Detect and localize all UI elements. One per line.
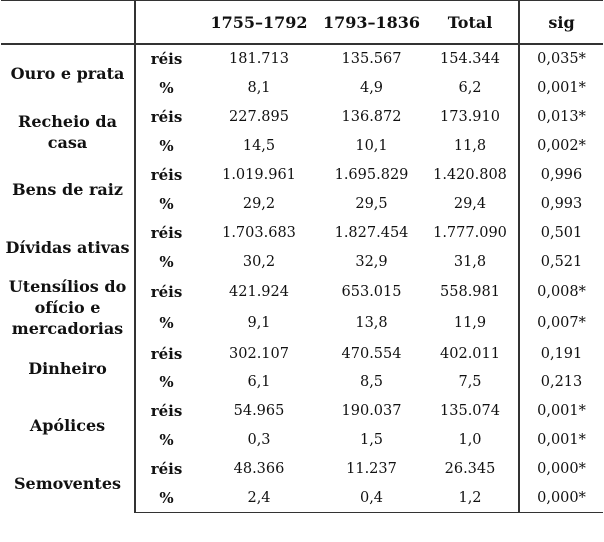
- unit-cell: %: [159, 252, 174, 271]
- row-category-label: Ouro e prata: [1, 44, 135, 103]
- row-category-label: Dinheiro: [1, 339, 135, 397]
- period-2-cell: 11.237: [346, 461, 397, 478]
- period-1-cell: 181.713: [229, 51, 289, 68]
- total-cell: 7,5: [458, 374, 482, 391]
- total-cell: 6,2: [458, 80, 482, 97]
- total-cell: 29,4: [453, 195, 487, 212]
- period-2-cell: 653.015: [341, 283, 402, 300]
- period-1-cell: 1.703.683: [222, 224, 296, 241]
- sig-cell: 0,000*: [519, 455, 603, 484]
- sig-cell: 0,035*: [519, 44, 603, 74]
- period-1-cell: 54.965: [233, 403, 285, 420]
- unit-cell: réis: [150, 108, 183, 127]
- period-1-cell: 48.366: [233, 461, 285, 478]
- unit-cell: %: [159, 79, 174, 98]
- table-row: [1, 455, 603, 484]
- period-1-cell: 6,1: [247, 374, 271, 391]
- unit-cell: réis: [150, 50, 183, 69]
- total-cell: 402.011: [440, 345, 500, 362]
- period-1-cell: 302.107: [229, 345, 289, 362]
- sig-cell: 0,001*: [519, 397, 603, 426]
- sig-cell: 0,996: [519, 161, 603, 190]
- table-body: [1, 44, 603, 513]
- total-cell: 1.420.808: [433, 167, 507, 183]
- unit-cell: réis: [150, 402, 183, 421]
- header-category: [1, 1, 135, 45]
- row-category-label: Recheio da casa: [1, 103, 135, 161]
- period-2-cell: 135.567: [341, 51, 402, 68]
- sig-cell: 0,000*: [519, 484, 603, 513]
- period-2-cell: 4,9: [359, 80, 384, 97]
- total-cell: 135.074: [440, 403, 500, 420]
- total-cell: 1,0: [458, 432, 482, 449]
- period-2-cell: 32,9: [355, 253, 388, 270]
- header-unit: [135, 1, 197, 45]
- total-cell: 11,8: [453, 138, 487, 155]
- sig-cell: 0,008*: [519, 276, 603, 308]
- period-1-cell: 9,1: [247, 315, 271, 332]
- header-period-2: 1793–1836: [321, 1, 422, 45]
- unit-cell: réis: [150, 166, 183, 184]
- total-cell: 173.910: [440, 109, 500, 126]
- sig-cell: 0,213: [519, 368, 603, 397]
- unit-cell: réis: [150, 460, 183, 479]
- header-period-1: 1755–1792: [197, 1, 321, 45]
- period-2-cell: 10,1: [355, 138, 388, 155]
- total-cell: 11,9: [453, 315, 487, 332]
- unit-cell: %: [159, 194, 174, 213]
- period-2-cell: 0,4: [321, 484, 422, 513]
- header-total: Total: [422, 1, 519, 45]
- table-row: [1, 44, 603, 74]
- period-2-cell: 1,5: [359, 432, 384, 449]
- total-cell: 1,2: [422, 484, 519, 513]
- period-1-cell: 8,1: [247, 80, 271, 97]
- period-1-cell: 29,2: [242, 195, 276, 212]
- header-sig: sig: [519, 1, 603, 45]
- period-2-cell: 29,5: [355, 195, 388, 212]
- unit-cell: %: [159, 137, 174, 156]
- sig-cell: 0,001*: [519, 74, 603, 103]
- sig-cell: 0,993: [519, 189, 603, 218]
- period-2-cell: 8,5: [359, 374, 384, 391]
- row-category-label: Bens de raiz: [1, 161, 135, 219]
- sig-cell: 0,013*: [519, 103, 603, 132]
- unit-cell: %: [159, 314, 174, 333]
- unit-cell: %: [135, 484, 197, 513]
- sig-cell: 0,191: [519, 339, 603, 368]
- table-row: [1, 103, 603, 132]
- period-1-cell: 1.019.961: [222, 167, 296, 183]
- table-row: [1, 339, 603, 368]
- period-1-cell: 30,2: [242, 253, 276, 270]
- unit-cell: réis: [150, 282, 183, 301]
- table-row: [1, 161, 603, 190]
- period-1-cell: 14,5: [242, 138, 276, 155]
- total-cell: 154.344: [440, 51, 500, 68]
- period-2-cell: 190.037: [341, 403, 402, 420]
- period-1-cell: 0,3: [247, 432, 271, 449]
- row-category-label: Apólices: [1, 397, 135, 455]
- sig-cell: 0,007*: [519, 308, 603, 340]
- period-2-cell: 13,8: [355, 315, 388, 332]
- sig-cell: 0,501: [519, 218, 603, 247]
- period-2-cell: 1.827.454: [334, 224, 409, 241]
- period-1-cell: 2,4: [197, 484, 321, 513]
- data-table: [1, 0, 603, 513]
- period-2-cell: 136.872: [341, 109, 402, 126]
- period-1-cell: 421.924: [229, 283, 289, 300]
- period-2-cell: 1.695.829: [334, 167, 409, 183]
- unit-cell: %: [159, 431, 174, 450]
- sig-cell: 0,001*: [519, 426, 603, 455]
- unit-cell: réis: [150, 344, 183, 363]
- total-cell: 31,8: [453, 253, 487, 270]
- period-2-cell: 470.554: [341, 345, 402, 362]
- sig-cell: 0,002*: [519, 132, 603, 161]
- unit-cell: %: [159, 373, 174, 392]
- table-row: [1, 397, 603, 426]
- sig-cell: 0,521: [519, 247, 603, 276]
- total-cell: 558.981: [440, 283, 500, 300]
- period-1-cell: 227.895: [229, 109, 289, 126]
- total-cell: 26.345: [444, 461, 496, 478]
- header-row: [1, 1, 603, 45]
- row-category-label: Semoventes: [1, 455, 135, 513]
- row-category-label: Utensílios do ofício e mercadorias: [1, 276, 135, 339]
- row-category-label: Dívidas ativas: [1, 218, 135, 276]
- total-cell: 1.777.090: [433, 224, 507, 241]
- table-row: [1, 276, 603, 308]
- unit-cell: réis: [150, 223, 183, 242]
- table-row: [1, 218, 603, 247]
